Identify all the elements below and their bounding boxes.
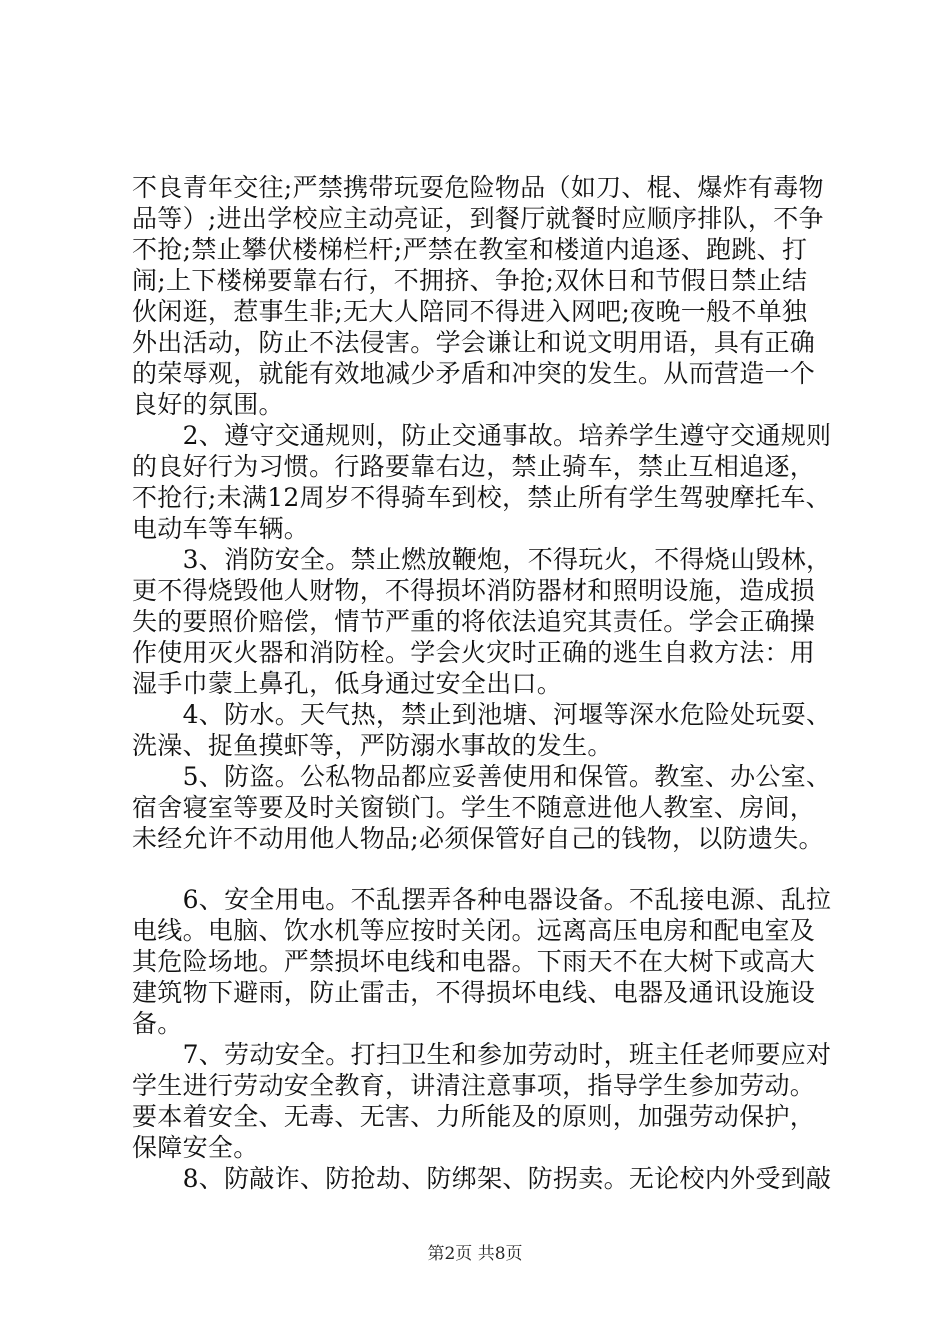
paragraph-spacer — [132, 854, 844, 884]
paragraph-extortion-prevention — [132, 1163, 844, 1194]
document-body — [132, 172, 844, 1194]
text-line: 宿舍寝室等要及时关窗锁门。学生不随意进他人教室、房间， — [132, 793, 816, 822]
text-line: 7、劳动安全。打扫卫生和参加劳动时，班主任老师要应对 — [132, 1040, 832, 1069]
text-line: 学生进行劳动安全教育，讲清注意事项，指导学生参加劳动。 — [132, 1071, 816, 1100]
text-line: 洗澡、捉鱼摸虾等，严防溺水事故的发生。 — [132, 731, 613, 760]
text-line: 电线。电脑、饮水机等应按时关闭。远离高压电房和配电室及 — [132, 916, 816, 945]
paragraph-traffic-safety — [132, 420, 844, 544]
text-line: 的荣辱观，就能有效地减少矛盾和冲突的发生。从而营造一个 — [132, 359, 816, 388]
text-line: 外出活动，防止不法侵害。学会谦让和说文明用语，具有正确 — [132, 328, 816, 357]
paragraph-water-safety — [132, 699, 844, 761]
text-line: 备。 — [132, 1009, 183, 1038]
text-line: 保障安全。 — [132, 1133, 259, 1162]
text-line: 要本着安全、无毒、无害、力所能及的原则，加强劳动保护， — [132, 1102, 816, 1131]
paragraph-fire-safety — [132, 544, 844, 699]
paragraph-electrical-safety — [132, 884, 844, 1039]
text-line: 4、防水。天气热，禁止到池塘、河堰等深水危险处玩耍、 — [132, 700, 832, 729]
text-line: 电动车等车辆。 — [132, 514, 310, 543]
text-line: 8、防敲诈、防抢劫、防绑架、防拐卖。无论校内外受到敲 — [132, 1164, 832, 1193]
paragraph-theft-prevention — [132, 761, 844, 854]
text-line: 未经允许不动用他人物品;必须保管好自己的钱物，以防遗失。 — [132, 824, 824, 853]
text-line: 2、遵守交通规则，防止交通事故。培养学生遵守交通规则 — [132, 421, 832, 450]
text-line: 不抢;禁止攀伏楼梯栏杆;严禁在教室和楼道内追逐、跑跳、打 — [132, 235, 808, 264]
text-line: 湿手巾蒙上鼻孔，低身通过安全出口。 — [132, 669, 563, 698]
text-line: 不良青年交往;严禁携带玩耍危险物品（如刀、棍、爆炸有毒物 — [132, 173, 824, 202]
paragraph-conduct — [132, 172, 844, 420]
text-line: 闹;上下楼梯要靠右行，不拥挤、争抢;双休日和节假日禁止结 — [132, 266, 808, 295]
text-line: 伙闲逛，惹事生非;无大人陪同不得进入网吧;夜晚一般不单独 — [132, 297, 808, 326]
text-line: 良好的氛围。 — [132, 390, 284, 419]
text-line: 品等）;进出学校应主动亮证，到餐厅就餐时应顺序排队，不争 — [132, 204, 824, 233]
paragraph-labor-safety — [132, 1039, 844, 1163]
text-line: 更不得烧毁他人财物，不得损坏消防器材和照明设施，造成损 — [132, 576, 816, 605]
text-line: 失的要照价赔偿，情节严重的将依法追究其责任。学会正确操 — [132, 607, 816, 636]
text-line: 建筑物下避雨，防止雷击，不得损坏电线、电器及通讯设施设 — [132, 978, 816, 1007]
text-line: 6、安全用电。不乱摆弄各种电器设备。不乱接电源、乱拉 — [132, 885, 832, 914]
text-line: 不抢行;未满12周岁不得骑车到校，禁止所有学生驾驶摩托车、 — [132, 483, 831, 512]
text-line: 5、防盗。公私物品都应妥善使用和保管。教室、办公室、 — [132, 762, 832, 791]
text-line: 3、消防安全。禁止燃放鞭炮，不得玩火，不得烧山毁林， — [132, 545, 832, 574]
text-line: 的良好行为习惯。行路要靠右边，禁止骑车，禁止互相追逐， — [132, 452, 816, 481]
text-line: 其危险场地。严禁损坏电线和电器。下雨天不在大树下或高大 — [132, 947, 816, 976]
text-line: 作使用灭火器和消防栓。学会火灾时正确的逃生自救方法：用 — [132, 638, 816, 667]
page-number-footer: 第2页 共8页 — [427, 1244, 523, 1264]
